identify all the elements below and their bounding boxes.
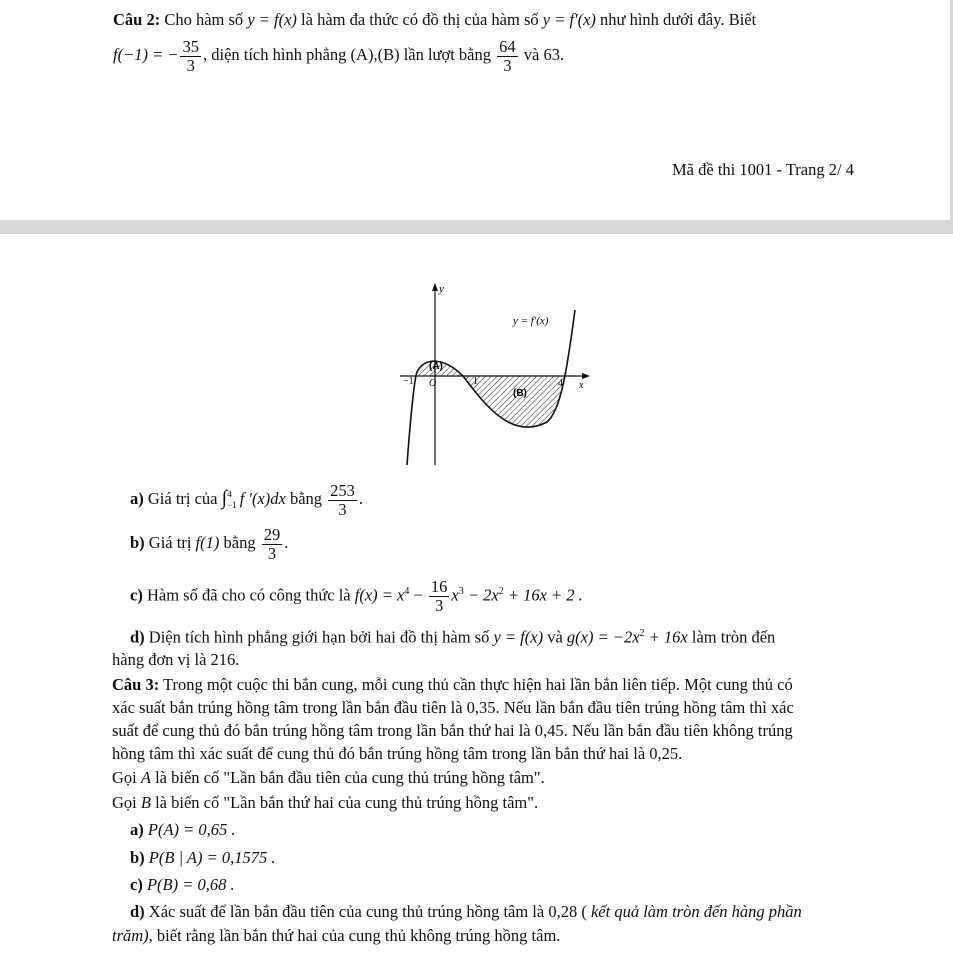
q3-goi: Gọi (112, 793, 141, 812)
frac-den: 3 (186, 55, 195, 75)
page-footer: Mã đề thi 1001 - Trang 2/ 4 (672, 160, 854, 179)
page-top (0, 0, 950, 220)
item-c-expr3: − 2x (463, 585, 499, 605)
q2-item-c (130, 572, 583, 616)
q3-line6 (112, 792, 538, 813)
frac-num: 64 (499, 36, 516, 56)
q3-line5 (112, 767, 545, 788)
q3-item-c (130, 874, 235, 895)
frac-num: 29 (263, 524, 281, 544)
period: . (358, 489, 364, 508)
q3-label: Câu 3: (112, 675, 160, 694)
item-c-expr1: f(x) = x (354, 585, 405, 605)
q2-item-b (130, 523, 288, 563)
x-arrow-icon (582, 373, 590, 379)
q2-text3: như hình dưới đây. Biết (595, 10, 757, 29)
item-c-frac (429, 578, 450, 615)
item-a-frac (328, 482, 357, 519)
frac-den: 3 (338, 499, 347, 519)
integral-bounds (227, 489, 237, 511)
q2-item-a (130, 478, 363, 519)
q2-line2 (113, 36, 564, 75)
y-label: y (439, 283, 444, 295)
item-b-expr: f(1) (195, 533, 220, 552)
item-b-text2: bằng (219, 533, 260, 552)
q3-text: Trong một cuộc thi bắn cung, mỗi cung thủ cần thực hiện hai lần bắn liên tiếp. Một cung thủ có (159, 675, 793, 694)
q3-item-b (130, 847, 276, 868)
item-d-fx: y = f(x) (493, 627, 544, 647)
lower-bound: −1 (227, 500, 237, 511)
q2-text2: là hàm đa thức có đồ thị của hàm số (296, 10, 543, 29)
x-label: x (579, 380, 584, 391)
item-c-expr2: x (451, 585, 459, 605)
q2-cond-lhs: f(−1) = − (113, 45, 179, 64)
q2-text: Cho hàm số (160, 10, 248, 29)
frac-num: 16 (430, 577, 448, 597)
region-b-label: (B) (513, 388, 527, 399)
frac-num: 253 (330, 480, 355, 500)
q3-goi: Gọi (112, 768, 141, 787)
q2-label: Câu 2: (113, 10, 161, 29)
exp: 2 (639, 628, 645, 639)
item-d-gx2: + 16x (644, 627, 688, 647)
item-d-label: d) (130, 627, 145, 647)
y-arrow-icon (432, 283, 438, 291)
q3-d-label: d) (130, 902, 145, 921)
item-b-text: Giá trị (144, 533, 196, 552)
q3-line2: xác suất bắn trúng hồng tâm trong lần bắn đầu tiên là 0,35. Nếu lần bắn đầu tiên trúng hồng tâm thì xác (112, 698, 794, 717)
period: . (284, 533, 289, 552)
q3-d-italic: kết quả làm tròn đến hàng phần (586, 902, 802, 921)
q2-cond-frac (180, 38, 201, 75)
q3-c-expr: P(B) = 0,68 . (146, 875, 235, 894)
item-a-label: a) (130, 489, 144, 508)
q2-item-d-line2: hàng đơn vị là 216. (112, 650, 240, 669)
q3-var-b: B (140, 793, 151, 812)
curve-label: y = f'(x) (513, 315, 549, 327)
q3-c-label: c) (130, 875, 143, 894)
q3-b-label: b) (130, 848, 145, 867)
minus: − (409, 585, 427, 605)
exp: 3 (458, 586, 464, 597)
q3-b-expr: P(B | A) = 0,1575 . (148, 848, 276, 867)
q2-cond-mid: , diện tích hình phẳng (A),(B) lần lượt bằng (202, 45, 496, 64)
frac-den: 3 (503, 55, 512, 75)
q3-d-italic2: trăm) (112, 926, 149, 945)
frac-den: 3 (267, 543, 277, 563)
frac-den: 3 (435, 596, 444, 616)
q3-item-d-line2 (112, 925, 560, 946)
q3-d-text2: , biết rằng lần bắn thứ hai của cung thủ không trúng hồng tâm. (148, 926, 561, 945)
q3-var-a: A (140, 768, 151, 787)
q3-a-label: a) (130, 820, 144, 839)
item-c-text: Hàm số đã cho có công thức là (142, 585, 355, 605)
q3-item-d (130, 901, 802, 922)
integrand: f '(x)dx (239, 489, 286, 508)
q3-event-b: là biến cố "Lần bắn thứ hai của cung thủ trúng hồng tâm". (150, 793, 539, 812)
q3-event-a: là biến cố "Lần bắn đầu tiên của cung thủ trúng hồng tâm". (150, 768, 545, 787)
derivative-graph (395, 280, 595, 470)
tick-1: 1 (473, 376, 478, 387)
q3-a-expr: P(A) = 0,65 . (147, 820, 236, 839)
item-b-label: b) (130, 533, 145, 552)
item-a-text: Giá trị của (143, 489, 222, 508)
q3-line4: hồng tâm thì xác suất để cung thủ đó bắn trúng hồng tâm trong lần bắn thứ hai là 0,25. (112, 744, 683, 763)
integral-sign: ∫ (221, 487, 228, 509)
region-a-label: (A) (429, 361, 443, 372)
q3-d-text: Xác suất để lần bắn đầu tiên của cung thủ trúng hồng tâm là 0,28 ( (144, 902, 587, 921)
q2-item-d (130, 624, 775, 648)
tick-4: 4 (558, 378, 563, 389)
item-c-label: c) (130, 585, 143, 605)
q2-line1 (113, 10, 756, 30)
tick-neg1: −1 (403, 376, 414, 387)
exp: 4 (404, 586, 410, 597)
origin-label: O (429, 378, 437, 389)
q3-line1 (112, 674, 793, 695)
q3-line3: suất để cung thủ đó bắn trúng hồng tâm trong lần bắn thứ hai là 0,45. Nếu lần bắn đầu tiên không trúng (112, 721, 793, 740)
item-d-and: và (543, 627, 567, 647)
item-d-gx: g(x) = −2x (566, 627, 640, 647)
frac-num: 35 (182, 36, 199, 56)
q3-item-a (130, 819, 236, 840)
q2-area-frac (497, 38, 518, 75)
item-d-text2: làm tròn đến (687, 627, 776, 647)
q2-fx: y = f(x) (247, 10, 297, 29)
item-c-expr4: + 16x + 2 . (503, 585, 583, 605)
upper-bound: 4 (227, 489, 232, 500)
item-d-text: Diện tích hình phẳng giới hạn bởi hai đồ thị hàm số (144, 627, 494, 647)
item-a-text2: bằng (285, 489, 327, 508)
item-b-frac (262, 526, 283, 563)
q2-fpx: y = f'(x) (542, 10, 596, 29)
q2-cond-end: và 63. (519, 45, 565, 64)
exp: 2 (498, 586, 504, 597)
